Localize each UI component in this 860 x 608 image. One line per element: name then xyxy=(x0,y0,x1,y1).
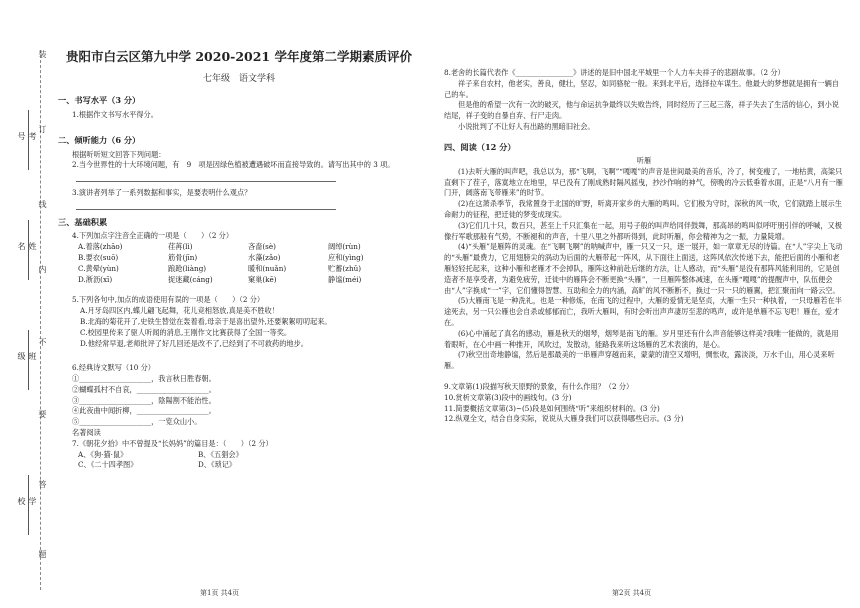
page-footer-left: 第1页 共4页 xyxy=(200,589,240,597)
exam-title: 贵阳市白云区第九中学 2020-2021 学年度第二学期素质评价 xyxy=(66,49,412,64)
paragraph: 小说批判了不让好人有出路的黑暗旧社会。 xyxy=(458,121,595,131)
question-text: 12.纵观全文，结合自身实际，说说从大雁身我们可以获得哪些启示。(3 分) xyxy=(444,414,684,424)
option-cell: 捉迷藏(cáng) xyxy=(168,274,213,284)
option-cell: 吝啬(sè) xyxy=(248,242,276,252)
option-cell: 贮蓄(zhǔ) xyxy=(328,263,362,273)
article-paragraph: (6)心中涌起了真名的感动，雁是秋天的烟琴，烟琴是南飞的雁。岁月里还有什么声音能够这样美?我唯一能做的，就是用着眼听，在心中画一种推开，风吹过，发散动，能路我来听这场雁的艺术表演的，是心。 xyxy=(444,328,839,349)
question-text: 1.根据作文书写水平得分。 xyxy=(72,109,158,119)
option-line: C.校园里传来了驱人听闻的消息,王刚作文比赛获得了全国一等奖。 xyxy=(80,327,292,337)
binding-word: 答 xyxy=(38,480,47,488)
class-line xyxy=(28,330,29,390)
option-cell: A、《狗·猫·鼠》 xyxy=(78,449,128,459)
paragraph: 祥子来自农村，他老实，善良，健壮，坚忍，如同骆驼一般。来到北平后，选择拉车谋生。他最大的梦想就是拥有一辆自己的车。 xyxy=(444,78,839,99)
option-cell: 踉跄(liàng) xyxy=(168,263,207,273)
option-cell: 阔绰(rùn) xyxy=(328,242,361,252)
question-text: 8.老舍的长篇代表作《________________》讲述的是旧中国北平城里一个人力车夫祥子的悲剧故事。（2 分） xyxy=(444,68,785,77)
option-cell: 应和(yìng) xyxy=(328,252,364,262)
question-text: 10.赏析文章第(3)段中的画线句。(3 分) xyxy=(444,392,572,402)
right-page xyxy=(444,68,844,425)
binding-word: 不 xyxy=(38,338,47,346)
binding-word: 装 xyxy=(38,50,47,58)
article-title: 听雁 xyxy=(636,156,652,166)
question-text: 5.下列各句中,加点的成语使用有误的一项是（ ）（2 分） xyxy=(72,295,265,305)
left-page xyxy=(58,48,420,471)
question-text: 7.《朝花夕拾》中不曾提及“长妈妈”的篇目是：（ ）（2 分） xyxy=(72,438,273,448)
question-text: 9.文章第(1)段描写秋天原野的景象，有什么作用？（2 分） xyxy=(444,382,634,392)
binding-word: 内 xyxy=(38,265,47,273)
page-footer-right: 第2页 共4页 xyxy=(612,589,652,597)
option-cell: B.要衣(suō) xyxy=(78,252,119,262)
answer-line[interactable] xyxy=(76,173,336,182)
q4-options xyxy=(58,242,420,285)
poem-line: ④此夜曲中闻折柳，____________________。 xyxy=(72,406,216,416)
binding-word: 线 xyxy=(38,200,47,208)
section-heading: 一、书写水平（3 分） xyxy=(58,95,141,106)
option-cell: D.淅沥(xī) xyxy=(78,274,113,284)
option-cell: 暖和(nuǎn) xyxy=(248,263,287,273)
answer-line[interactable] xyxy=(76,201,336,210)
class-label: 班级 xyxy=(17,352,37,360)
binding-margin xyxy=(0,0,48,608)
binding-word: 要 xyxy=(38,410,47,418)
school-label: 学校 xyxy=(17,497,37,505)
paragraph: 但是他的希望一次有一次的破灭，他与命运抗争最终以失败告终，同时经历了三起三落，祥子失去了生活的信心，到小说结尾，祥子变的自暴自弃、行尸走肉。 xyxy=(444,100,839,121)
section-subheading: 名著阅读 xyxy=(72,428,101,438)
name-label: 姓名 xyxy=(17,242,37,250)
option-cell: C、《二十四孝图》 xyxy=(78,460,138,470)
question-text: 11.简要概括文章第(3)~(5)段是如何围绕“听”来组织材料的。(3 分) xyxy=(444,403,660,413)
article-paragraph: (2)在这萧杀季节，我常置身于北国的旷野，听离开家乡的大雁的鸣叫。它们极为守时，深秋的风一吹，它们就踏上展示生命耐力的征程，把迁徙的梦变成现实。 xyxy=(444,199,842,220)
option-line: D.他经常早退,老师批评了好几回还是改不了,已经到了不可救药的地步。 xyxy=(80,338,308,348)
section-intro: 根据听听短文回答下列问题： xyxy=(72,149,166,159)
exam-subtitle: 七年级 语文学科 xyxy=(202,73,275,84)
option-cell: 水藻(zǎo) xyxy=(248,252,281,262)
section-heading: 二、倾听能力（6 分） xyxy=(58,135,141,146)
option-cell: 筋骨(jīn) xyxy=(168,252,198,262)
binding-word: 题 xyxy=(38,550,47,558)
poem-line: ②蝴蝶孤村不自哀，____________________。 xyxy=(72,384,216,394)
exam-number-line xyxy=(28,110,29,170)
option-cell: B、《五猖会》 xyxy=(198,449,243,459)
section-heading: 三、基础积累 xyxy=(58,217,108,228)
option-cell: 窠巢(kē) xyxy=(248,274,277,284)
name-line xyxy=(28,220,29,280)
section-heading: 四、阅读（12 分） xyxy=(444,141,516,152)
school-line xyxy=(28,475,29,535)
question-text: 6.经典诗文默写（10 分） xyxy=(72,363,155,373)
article-paragraph: (1)去听大雁的叫声吧，我总以为，那“飞啊，飞啊”“嘎嘎”的声音是世间最美的音乐，冷了，树变瘦了，一地枯黄，高粱只直剩下了茬子，落寞地立在地里，早已没有了刚成熟时隔风摇曳，抄沙作响的神气，傍晚的冷云低垂着水面，正是“八月有一雁门开，阔落南飞带雁来”的时节。 xyxy=(444,166,843,198)
question-text: 4.下列加点字注音全正确的一项是（ ）（2 分） xyxy=(72,231,234,241)
option-cell: 荏苒(lì) xyxy=(168,242,193,252)
option-cell: C.黄晕(yùn) xyxy=(78,263,119,273)
option-line: A.月牙岛四区内,蝶儿翩飞起舞，花儿竞相怒放,真是美不胜收！ xyxy=(80,306,279,316)
poem-line: ③____________________，陰陽割不能治性。 xyxy=(72,395,216,405)
poem-line: ①____________________，我言秋日胜春朝。 xyxy=(72,374,216,384)
article-paragraph: (4)“头雁”是雁阵的灵魂。在“飞啊飞啊”的呐喊声中，雁一只又一只，逐一展开，如一章章无尽的诗篇。在“人”字尖上飞动的“头雁”最费力，它用翅膀尖的涡动为后面的大雁带起一阵风，从下面往上面送，这阵风依次传递下去，能把后面的小雁和老雁轻轻托起来，这种小雁和老雁才不会掉队，雁阵这种前赴后继的方法，让人感动，而“头雁”是没有那阵风能利用的，它是创造者不是享受者，为避免疲劳，迁徙中的雁阵会不断更换“头雁”，一旦雁阵整体减速，在头雁“嘎嘎”的提醒声中，队伍便会由“人”字换成“一”字，它们懂得智慧、互助和全力的内涵，高旷的风不断断不，换过一只一只的雁翼，把汇聚而向一路云空。 xyxy=(444,242,843,295)
article-paragraph: (5)大雁南飞是一种洗礼，也是一种修炼，在南飞的过程中，大雁的爱情无是坚贞，大雁一生只一种执着，一只母雁若在半途死去，另一只公雁也会自杀或郁郁而亡，我听大雁叫，有时会听出声声凄厉至悲的鸣声，或许是单雁不忘飞吧！雁在，爱才在。 xyxy=(444,296,842,328)
option-line: B.北海的菊花开了,史铁生替觉在轰着看,母亲于是喜出望外,还要絮絮叨叨起来。 xyxy=(80,316,332,326)
option-cell: D、《琐记》 xyxy=(198,460,237,470)
q7-options xyxy=(58,450,420,472)
binding-word: 订 xyxy=(38,125,47,133)
article-paragraph: (7)秋空出奇地静谧，然后是那最美的一串雁声穿越而来，蒙蒙的清空又增明，惆怅收，露淡淡，万水千山，用心灵来听雁。 xyxy=(444,350,835,371)
poem-line: ⑤____________________，一览众山小。 xyxy=(72,417,202,427)
article-paragraph: (3)它们几十只，数百只，甚至上千只汇集在一起，用号子般的叫声给同伴鼓舞，那高昂的鸣叫似呼吁朋引伴的呼喊，又极像行军歌那般有气势，不断褪和的声音，十里八里之外都听得到，此时听雁，你会精神为之一振，力量陡增。 xyxy=(444,220,842,241)
option-cell: A.着落(zhāo) xyxy=(78,242,123,252)
question-text: 2.当今世界性的十大环境问题，有 9 项是因绿色植被遭遇破坏而直接导致的。请写出其中的 3 项。 xyxy=(72,160,395,170)
option-cell: 静谧(méi) xyxy=(328,274,362,284)
exam-number-label: 考号 xyxy=(17,132,37,140)
question-text: 3.演讲者列举了一系列数据和事实，是要表明什么观点？ xyxy=(72,188,252,198)
